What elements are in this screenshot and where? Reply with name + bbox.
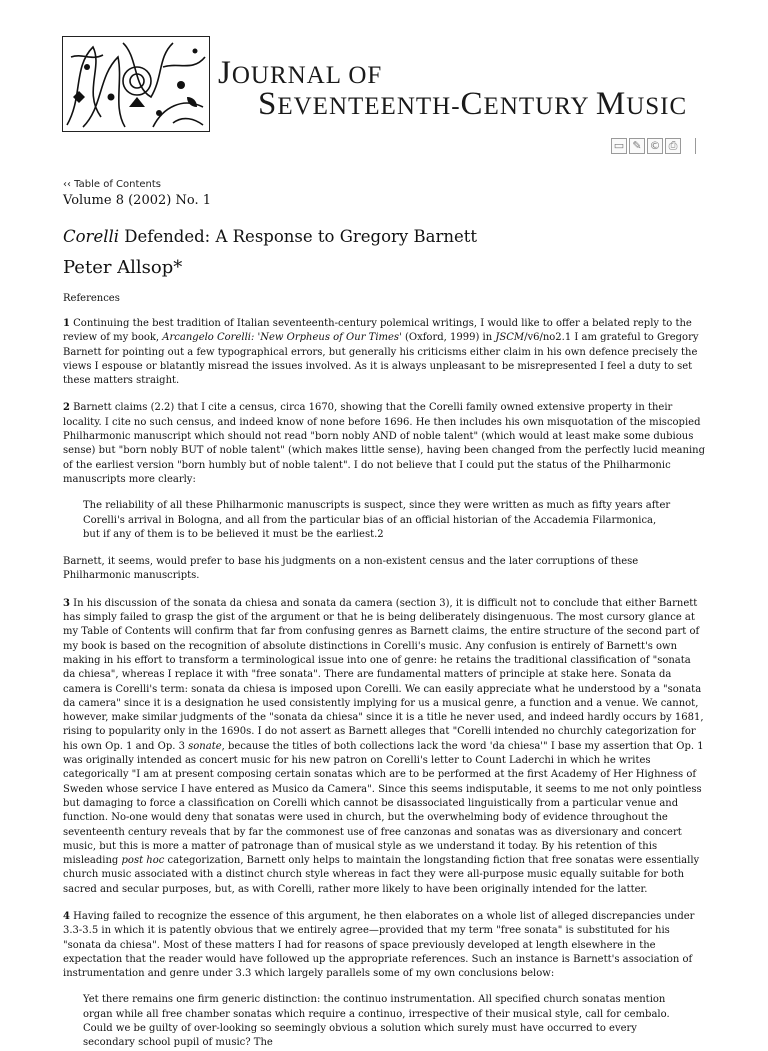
block-quote-2: Yet there remains one firm generic distinction: the continuo instrumentation. All specified church sonatas mention organ while all free chamber sonatas which require a continuo, irrespective of their musical style, call for cembalo. Could we be guilty of over-looking so seemingly obvious a solution which surely must have occurred to every secondary school pupil of music? The [83,994,670,1049]
journal-title-line2 [258,86,688,122]
edit-icon[interactable]: ✎ [629,138,645,154]
paragraph-4 [63,910,705,981]
paragraph-text: In his discussion of the sonata da chiesa and sonata da camera (section 3), it is difficult not to conclude that either Barnett has simply failed to grasp the gist of the argument or that he is being deliberately disingenuous. The most cursory glance at my Table of Contents will confirm that far from confusing genres as Barnett claims, the entire structure of the second part of my book is based on the recognition of absolute distinctions in Corelli's music. Any confusion is entirely of Barnett's own making in his effort to transform a terminological issue into one of genre: he retains the traditional classification of "sonata da chiesa", whereas I replace it with "free sonata". There are fundamental matters of principle at stake here. Sonata da camera is Corelli's term: sonata da chiesa is imposed upon Corelli. We can easily appreciate what he understood by a "sonata da camera" since it is a designation he used consistently implying for us a musical genre, a function and a venue. We cannot, however, make similar judgments of the "sonata da chiesa" since it is a title he never used, and indeed hardly occurs by 1681, rising to popularity only in the 1690s. I do not assert as Barnett alleges that "Corelli intended no churchly categorization for his own Op. 1 and Op. 3 [63,597,704,752]
title-cap-c: C [460,86,484,122]
paragraph-text: (Oxford, 1999) in [401,332,496,344]
paragraph-number: 2 [63,402,70,414]
journal-title-line1 [218,55,687,91]
issue-volume: Volume 8 (2002) No. 1 [63,193,211,208]
title-text-seventeenth: EVENTEENTH- [277,93,461,120]
journal-abbrev-emphasis: JSCM [495,332,525,344]
article-title-emphasis: Corelli [63,227,120,246]
article-title [63,227,705,247]
paragraph-2-continued: Barnett, it seems, would prefer to base his judgments on a non-existent census and the later corruptions of these Philharmonic manuscripts. [63,556,639,582]
article-title-rest: Defended: A Response to Gregory Barnett [119,227,477,246]
article-content [63,178,705,1051]
title-cap-m: M [595,86,627,122]
title-text-music: USIC [626,93,688,120]
article-toolbar [611,138,706,154]
paragraph-text: Having failed to recognize the essence of this argument, he then elaborates on a whole list of alleged discrepancies under 3.3-3.5 in which it is patently obvious that we entirely agree—provided that my term "free sonata" is substituted for his "sonata da chiesa". Most of these matters I had for reasons of space previously developed at length elsewhere in the expectation that the reader would have followed up the appropriate references. Such an instance is Barnett's association of instrumentation and genre under 3.3 which largely parallels some of my own conclusions below: [63,910,695,980]
paragraph-3 [63,597,705,897]
journal-title[interactable] [218,55,688,122]
toolbar-divider [695,138,706,154]
title-text-journal-of: OURNAL OF [231,62,383,89]
post-hoc-emphasis: post hoc [121,855,165,867]
paragraph-number: 4 [63,910,70,922]
save-icon[interactable]: ▭ [611,138,627,154]
copyright-icon[interactable]: © [647,138,663,154]
print-icon[interactable]: ⎙ [665,138,681,154]
block-quote-1: The reliability of all these Philharmonic manuscripts is suspect, since they were written as much as fifty years after Corelli's arrival in Bologna, and all from the particular bias of an official historian of the Accademia Filarmonica, but if any of them is to be believed it must be the earliest.2 [83,500,671,540]
book-title-emphasis: Arcangelo Corelli: 'New Orpheus of Our Times' [162,332,402,344]
masthead [62,36,712,136]
title-text-century: ENTURY [483,93,596,120]
paragraph-number: 1 [63,318,70,329]
paragraph-text: categorization, Barnett only helps to maintain the longstanding fiction that free sonatas were essentially church music associated with a distinct church style whereas in fact they were all-purpose music equally suitable for both sacred and secular purposes, but, as with Corelli, rather more likely to have been originally intended for the latter. [63,855,700,895]
paragraph-number: 3 [63,597,70,609]
paragraph-text: , because the titles of both collections lack the word 'da chiesa'" I base my assertion that Op. 1 was originally intended as concert music for his new patron on Corelli's letter to Count Laderchi in which he writes categorically "I am at present composing certain sonatas which are to be performed at the first Academy of Her Highness of Sweden whose service I have entered as Musico da Camera". Since this seems indisputable, it seems to me not only pointless but damaging to force a classification on Corelli which cannot be disassociated linguistically from a particular venue and function. No-one would deny that sonatas were used in church, but the overwhelming body of evidence throughout the seventeenth century reveals that by far the commonest use of free canzonas and sonatas was as diversionary and concert music, but this is more a matter of patronage than of musical style as we understand it today. By his retention of this misleading [63,740,704,867]
paragraph-text: /v6/no2.1 I am grateful to Gregory Barnett for pointing out a few typographical errors, but generally his criticisms either claim in his own defence precisely the views I espouse or blatantly misread the issues involved. As it is always unpleasant to be misrepresented I feel a duty to set these matters straight. [63,332,699,387]
sonate-emphasis: sonate [188,740,222,752]
table-of-contents-link[interactable]: ‹‹ Table of Contents [63,179,162,190]
paragraph-text: Continuing the best tradition of Italian seventeenth-century polemical writings, I would like to offer a belated reply to the review of my book, [63,318,692,344]
references-link[interactable]: References [63,293,120,304]
journal-logo[interactable] [62,36,210,132]
paragraph-1 [63,317,705,388]
article-author[interactable]: Peter Allsop* [63,257,183,278]
paragraph-2 [63,401,705,487]
title-cap-s: S [258,86,278,122]
paragraph-text: Barnett claims (2.2) that I cite a census, circa 1670, showing that the Corelli family owned extensive property in their locality. I cite no such census, and indeed know of none before 1696. He then includes his own misquotation of the miscopied Philharmonic manuscript which should not read "born nobly AND of noble talent" (which would at least make some dubious sense) but "born nobly BUT of noble talent" (which makes little sense), having been changed from the perfectly lucid meaning of the earliest version "born humbly but of noble talent". I do not believe that I could put the status of the Philharmonic manuscripts more clearly: [63,402,705,485]
title-cap-j: J [218,55,232,91]
logo-engraving-icon [63,37,209,131]
